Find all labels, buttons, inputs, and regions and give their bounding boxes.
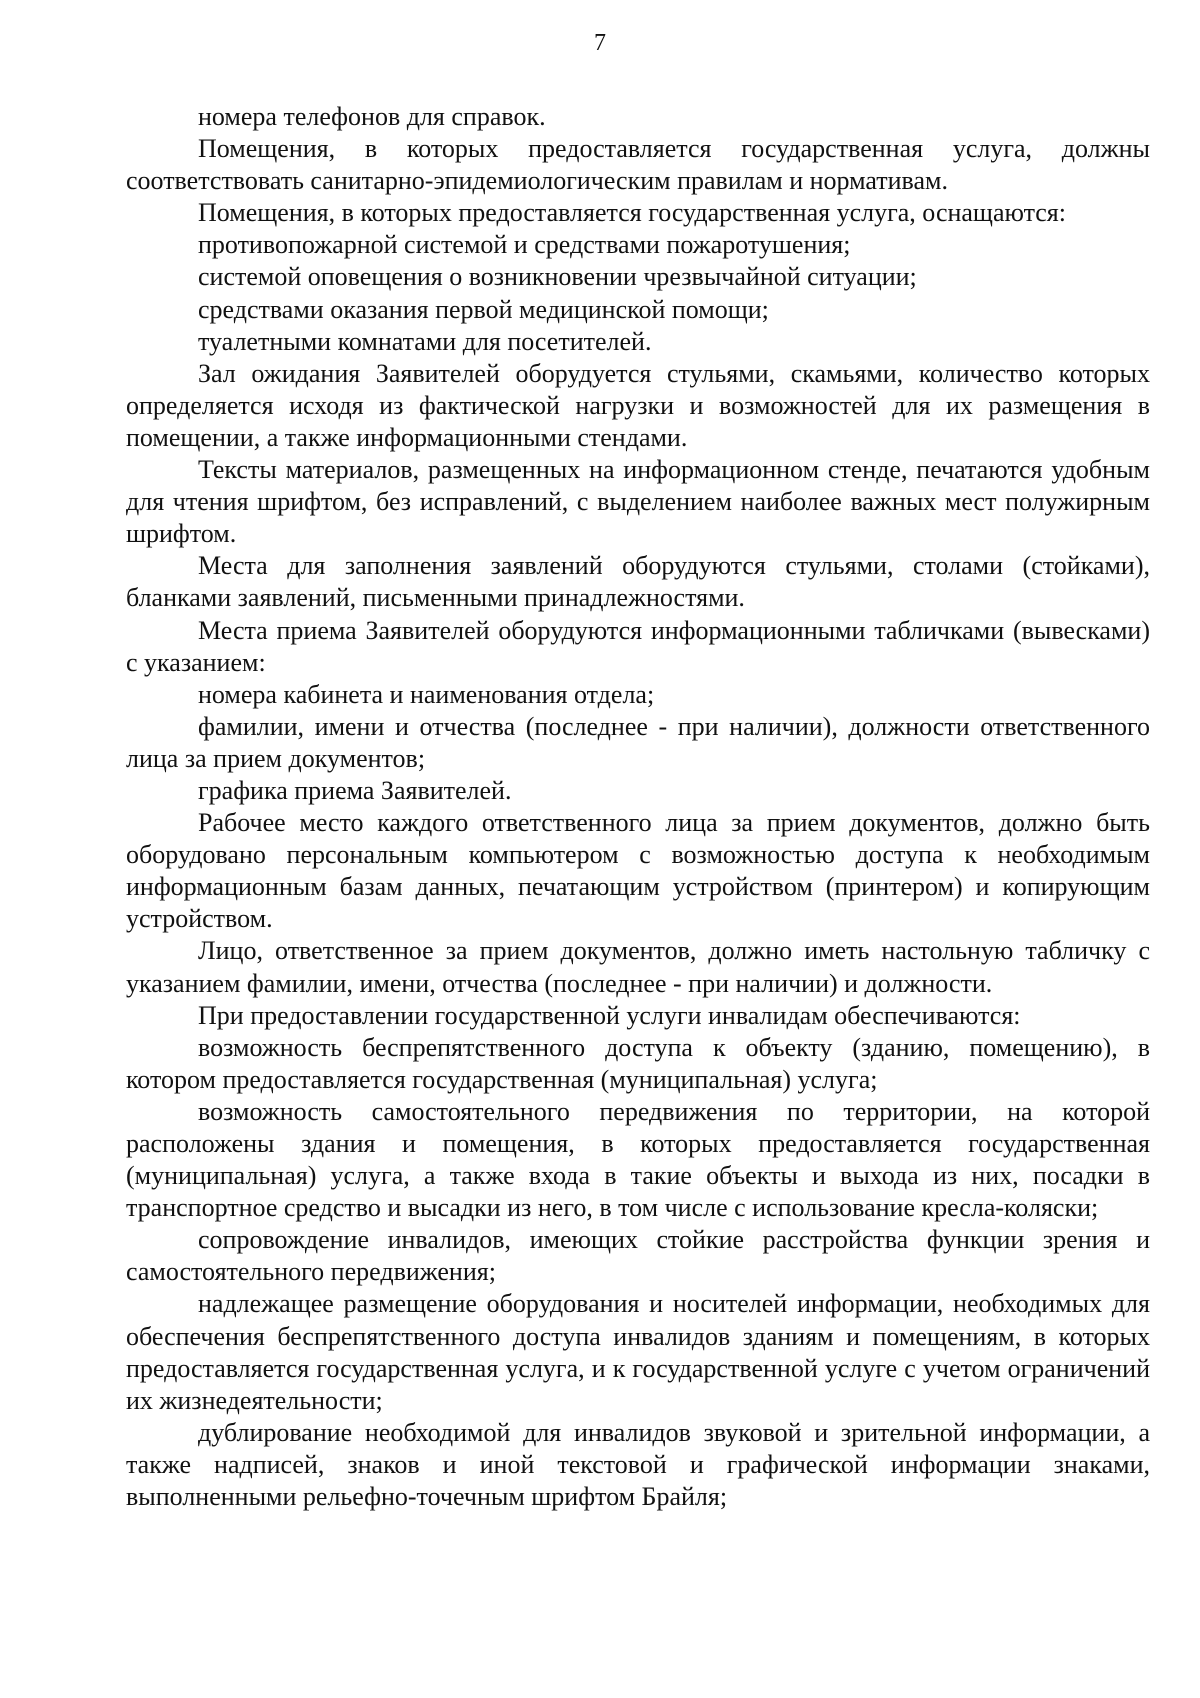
- paragraph: дублирование необходимой для инвалидов звуковой и зрительной информации, а также надписей, знаков и иной текстовой и графической информации знаками, выполненными рельефно-точечным шрифтом Брайля;: [126, 1417, 1150, 1512]
- paragraph: номера телефонов для справок.: [198, 102, 546, 131]
- paragraph: надлежащее размещение оборудования и носителей информации, необходимых для обеспечения беспрепятственного доступа инвалидов зданиям и помещениям, в которых предоставляется государственная услуга, и к государственной услуге с учетом ограничений их жизнедеятельности;: [126, 1289, 1150, 1415]
- paragraph: возможность беспрепятственного доступа к объекту (зданию, помещению), в котором предоставляется государственная (муниципальная) услуга;: [126, 1032, 1150, 1094]
- paragraph: Места приема Заявителей оборудуются информационными табличками (вывесками) с указанием:: [126, 615, 1150, 677]
- paragraph: сопровождение инвалидов, имеющих стойкие расстройства функции зрения и самостоятельного передвижения;: [126, 1225, 1150, 1287]
- paragraph: Лицо, ответственное за прием документов, должно иметь настольную табличку с указанием фамилии, имени, отчества (последнее - при наличии) и должности.: [126, 936, 1150, 998]
- paragraph: возможность самостоятельного передвижения по территории, на которой расположены здания и помещения, в которых предоставляется государственная (муниципальная) услуга, а также входа в такие объекты и выхода из них, посадки в транспортное средство и высадки из него, в том числе с использование кресла-коляски;: [126, 1096, 1150, 1223]
- paragraph: противопожарной системой и средствами пожаротушения;: [198, 230, 851, 260]
- paragraph: графика приема Заявителей.: [198, 775, 512, 805]
- paragraph: фамилии, имени и отчества (последнее - при наличии), должности ответственного лица за прием документов;: [126, 711, 1150, 773]
- paragraph: Помещения, в которых предоставляется государственная услуга, оснащаются:: [198, 198, 1066, 228]
- document-body: [126, 101, 1150, 1513]
- paragraph: Места для заполнения заявлений оборудуются стульями, столами (стойками), бланками заявлений, письменными принадлежностями.: [126, 551, 1150, 613]
- paragraph: средствами оказания первой медицинской помощи;: [198, 294, 769, 324]
- paragraph: Тексты материалов, размещенных на информационном стенде, печатаются удобным для чтения шрифтом, без исправлений, с выделением наиболее важных мест полужирным шрифтом.: [126, 455, 1150, 549]
- paragraph: Рабочее место каждого ответственного лица за прием документов, должно быть оборудовано персональным компьютером с возможностью доступа к необходимым информационным базам данных, печатающим устройством (принтером) и копирующим устройством.: [126, 808, 1150, 934]
- paragraph: Помещения, в которых предоставляется государственная услуга, должны соответствовать санитарно-эпидемиологическим правилам и нормативам.: [126, 134, 1150, 196]
- page-number: 7: [594, 30, 606, 56]
- paragraph: номера кабинета и наименования отдела;: [198, 679, 655, 709]
- paragraph: туалетными комнатами для посетителей.: [198, 326, 652, 356]
- paragraph: При предоставлении государственной услуги инвалидам обеспечиваются:: [198, 1000, 1021, 1030]
- paragraph: системой оповещения о возникновении чрезвычайной ситуации;: [198, 262, 917, 292]
- paragraph: Зал ожидания Заявителей оборудуется стульями, скамьями, количество которых определяется исходя из фактической нагрузки и возможностей для их размещения в помещении, а также информационными стендами.: [126, 358, 1150, 452]
